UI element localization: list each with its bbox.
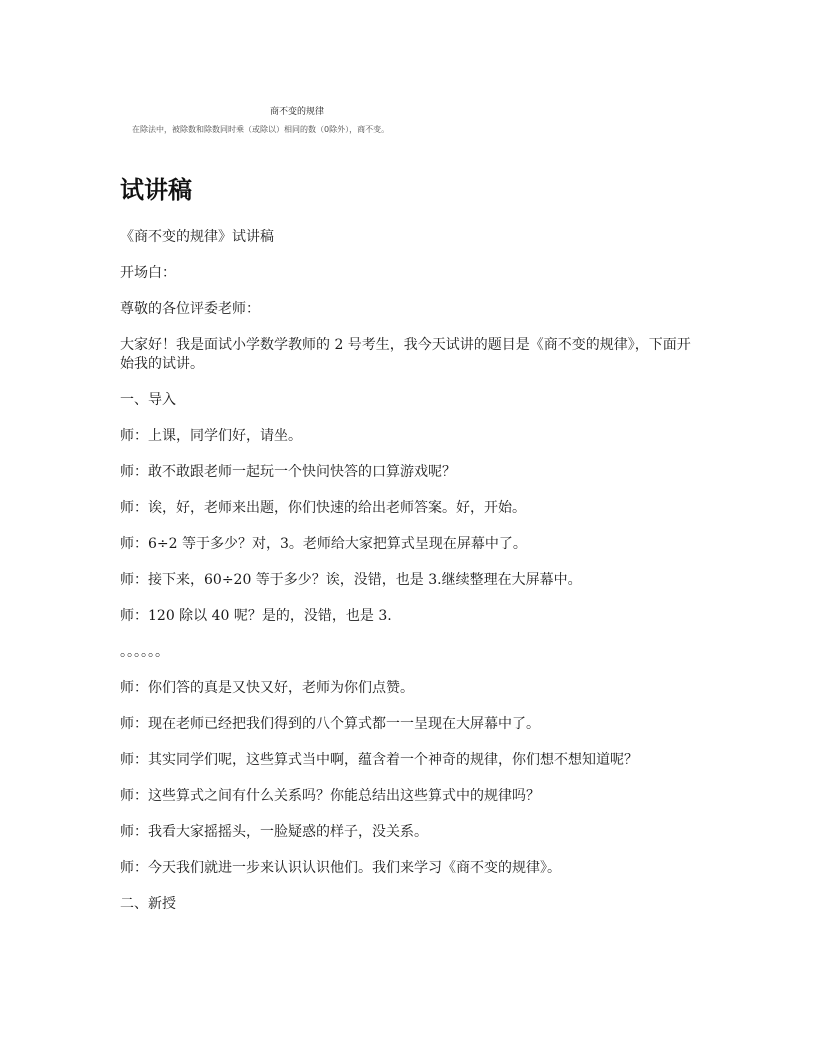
paragraph-lesson-title: 《商不变的规律》试讲稿 — [120, 229, 274, 245]
paragraph: 师：现在老师已经把我们得到的八个算式都一一呈现在大屏幕中了。 — [120, 716, 540, 732]
section-heading-1: 一、导入 — [120, 392, 176, 408]
paragraph-intro: 大家好！我是面试小学数学教师的 2 号考生，我今天试讲的题目是《商不变的规律》，下面开始我的试讲。 — [120, 337, 691, 372]
image-title: 商不变的规律 — [270, 107, 325, 117]
paragraph: 师：上课，同学们好，请坐。 — [120, 428, 302, 444]
paragraph: 师：诶，好，老师来出题，你们快速的给出老师答案。好，开始。 — [120, 500, 526, 516]
paragraph: 师：6÷2 等于多少？对，3。老师给大家把算式呈现在屏幕中了。 — [120, 536, 527, 552]
paragraph: 师：敢不敢跟老师一起玩一个快问快答的口算游戏呢？ — [120, 464, 456, 480]
paragraph: 师：这些算式之间有什么关系吗？你能总结出这些算式中的规律吗？ — [120, 788, 540, 804]
paragraph: 师：120 除以 40 呢？是的，没错，也是 3. — [120, 608, 392, 624]
document-body — [120, 228, 698, 931]
section-heading-2: 二、新授 — [120, 896, 176, 912]
paragraph: 师：接下来，60÷20 等于多少？诶，没错，也是 3.继续整理在大屏幕中。 — [120, 572, 582, 588]
paragraph: 师：你们答的真是又快又好，老师为你们点赞。 — [120, 680, 414, 696]
paragraph: 师：我看大家摇摇头，一脸疑惑的样子，没关系。 — [120, 824, 428, 840]
paragraph-opening: 开场白： — [120, 265, 176, 281]
header-image — [132, 100, 472, 144]
document-title: 试讲稿 — [120, 176, 192, 204]
paragraph: 师：其实同学们呢，这些算式当中啊，蕴含着一个神奇的规律，你们想不想知道呢？ — [120, 752, 638, 768]
ellipsis-line: 。。。。。。 — [120, 644, 169, 660]
image-rule-text: 在除法中，被除数和除数同时乘（或除以）相同的数（0除外），商不变。 — [132, 125, 390, 134]
paragraph-greeting: 尊敬的各位评委老师： — [120, 301, 260, 317]
paragraph: 师：今天我们就进一步来认识认识他们。我们来学习《商不变的规律》。 — [120, 860, 561, 876]
